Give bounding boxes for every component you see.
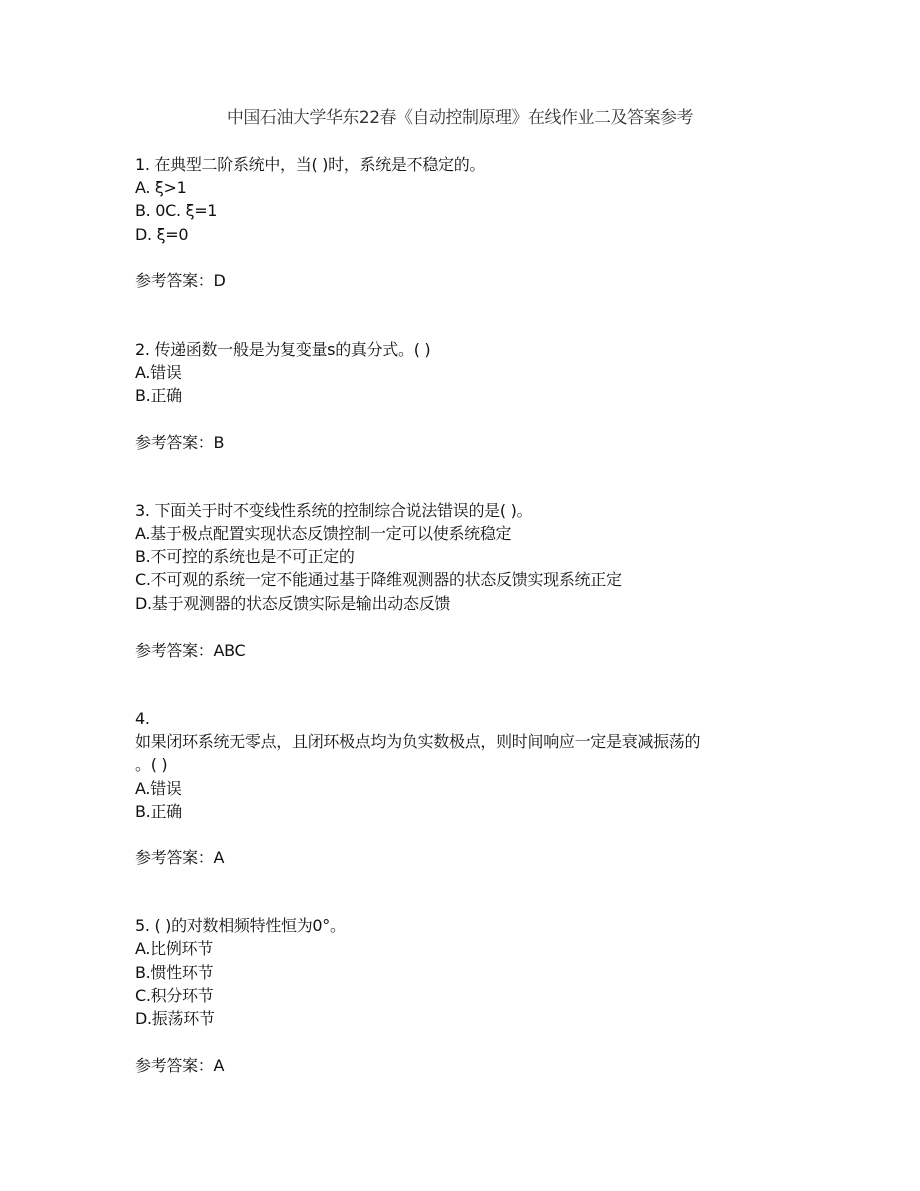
option-c: C.积分环节 xyxy=(135,986,214,1005)
option-b: B.惯性环节 xyxy=(135,963,214,982)
option-c: C.不可观的系统一定不能通过基于降维观测器的状态反馈实现系统正定 xyxy=(135,570,622,589)
option-a: A.错误 xyxy=(135,779,182,798)
question-stem: 1. 在典型二阶系统中，当( )时，系统是不稳定的。 xyxy=(135,155,486,174)
option-b: B.不可控的系统也是不可正定的 xyxy=(135,547,355,566)
option-a: A.基于极点配置实现状态反馈控制一定可以使系统稳定 xyxy=(135,524,512,543)
option-d: D. ξ=0 xyxy=(135,225,189,244)
option-a: A.比例环节 xyxy=(135,939,213,958)
option-d: D.振荡环节 xyxy=(135,1009,215,1028)
question-stem: 如果闭环系统无零点，且闭环极点均为负实数极点，则时间响应一定是衰减振荡的 xyxy=(135,732,701,751)
option-d: D.基于观测器的状态反馈实际是输出动态反馈 xyxy=(135,594,451,613)
question-stem: 2. 传递函数一般是为复变量s的真分式。( ) xyxy=(135,340,431,359)
answer-line: 参考答案：ABC xyxy=(135,641,246,660)
answer-line: 参考答案：B xyxy=(135,433,225,452)
answer-line: 参考答案：A xyxy=(135,1056,225,1075)
option-b: B.正确 xyxy=(135,802,182,821)
question-number: 4. xyxy=(135,709,150,728)
option-b: B.正确 xyxy=(135,386,182,405)
option-a: A. ξ>1 xyxy=(135,178,187,197)
question-stem-continued: 。( ) xyxy=(135,755,168,774)
answer-line: 参考答案：A xyxy=(135,848,225,867)
option-b-c: B. 0C. ξ=1 xyxy=(135,201,218,220)
document-title: 中国石油大学华东22春《自动控制原理》在线作业二及答案参考 xyxy=(226,108,694,128)
question-stem: 5. ( )的对数相频特性恒为0°。 xyxy=(135,916,346,935)
answer-line: 参考答案：D xyxy=(135,271,226,290)
option-a: A.错误 xyxy=(135,363,182,382)
question-stem: 3. 下面关于时不变线性系统的控制综合说法错误的是( )。 xyxy=(135,501,533,520)
